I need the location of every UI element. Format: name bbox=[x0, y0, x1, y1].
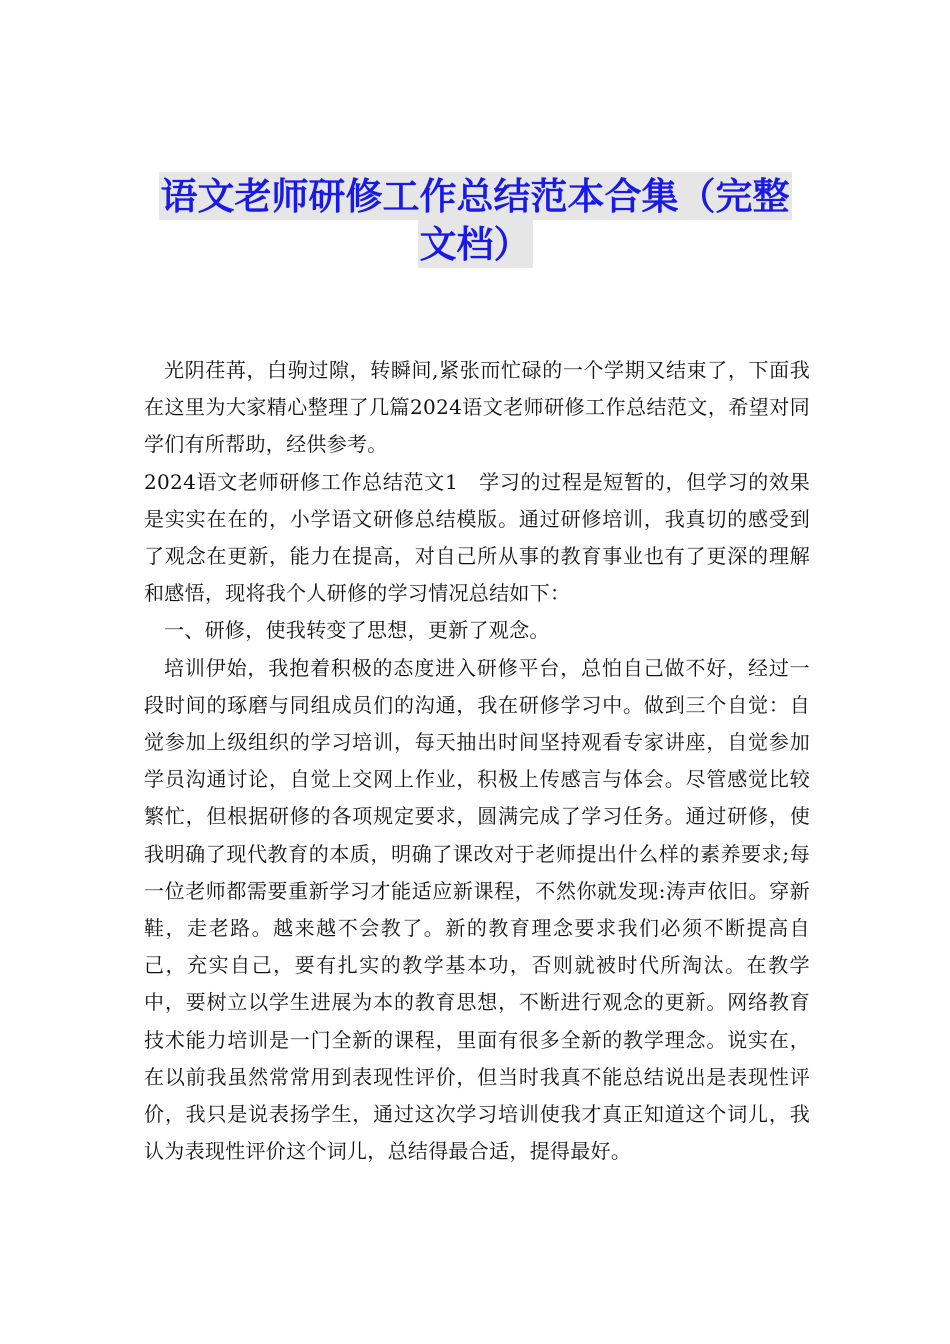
paragraph-training: 培训伊始，我抱着积极的态度进入研修平台，总怕自己做不好，经过一段时间的琢磨与同组成员们的沟通，我在研修学习中。做到三个自觉：自觉参加上级组织的学习培训，每天抽出时间坚持观看专家讲座，自觉参加学员沟通讨论，自觉上交网上作业，积极上传感言与体会。尽管感觉比较繁忙，但根据研修的各项规定要求，圆满完成了学习任务。通过研修，使我明确了现代教育的本质，明确了课改对于老师提出什么样的素养要求;每一位老师都需要重新学习才能适应新课程，不然你就发现:涛声依旧。穿新鞋，走老路。越来越不会教了。新的教育理念要求我们必须不断提高自己，充实自己，要有扎实的教学基本功，否则就被时代所淘汰。在教学中，要树立以学生进展为本的教育思想，不断进行观念的更新。网络教育技术能力培训是一门全新的课程，里面有很多全新的教学理念。说实在，在以前我虽然常常用到表现性评价，但当时我真不能总结说出是表现性评价，我只是说表扬学生，通过这次学习培训使我才真正知道这个词儿，我认为表现性评价这个词儿，总结得最合适，提得最好。 bbox=[144, 655, 810, 1164]
section-heading-1: 一、研修，使我转变了思想，更新了观念。 bbox=[164, 618, 550, 643]
title-line-1: 语文老师研修工作总结范本合集（完整 bbox=[160, 174, 790, 218]
title-line-2: 文档） bbox=[419, 222, 531, 266]
document-title bbox=[100, 172, 850, 268]
paragraph-intro: 光阴荏苒，白驹过隙，转瞬间,紧张而忙碌的一个学期又结束了，下面我在这里为大家精心整理了几篇2024语文老师研修工作总结范文，希望对同学们有所帮助，经供参考。 bbox=[144, 358, 810, 457]
document-body bbox=[144, 352, 810, 1170]
paragraph-essay-1-opening: 2024语文老师研修工作总结范文1 学习的过程是短暂的，但学习的效果是实实在在的，小学语文研修总结模版。通过研修培训，我真切的感受到了观念在更新，能力在提高，对自己所从事的教育事业也有了更深的理解和感悟，现将我个人研修的学习情况总结如下： bbox=[144, 469, 810, 606]
